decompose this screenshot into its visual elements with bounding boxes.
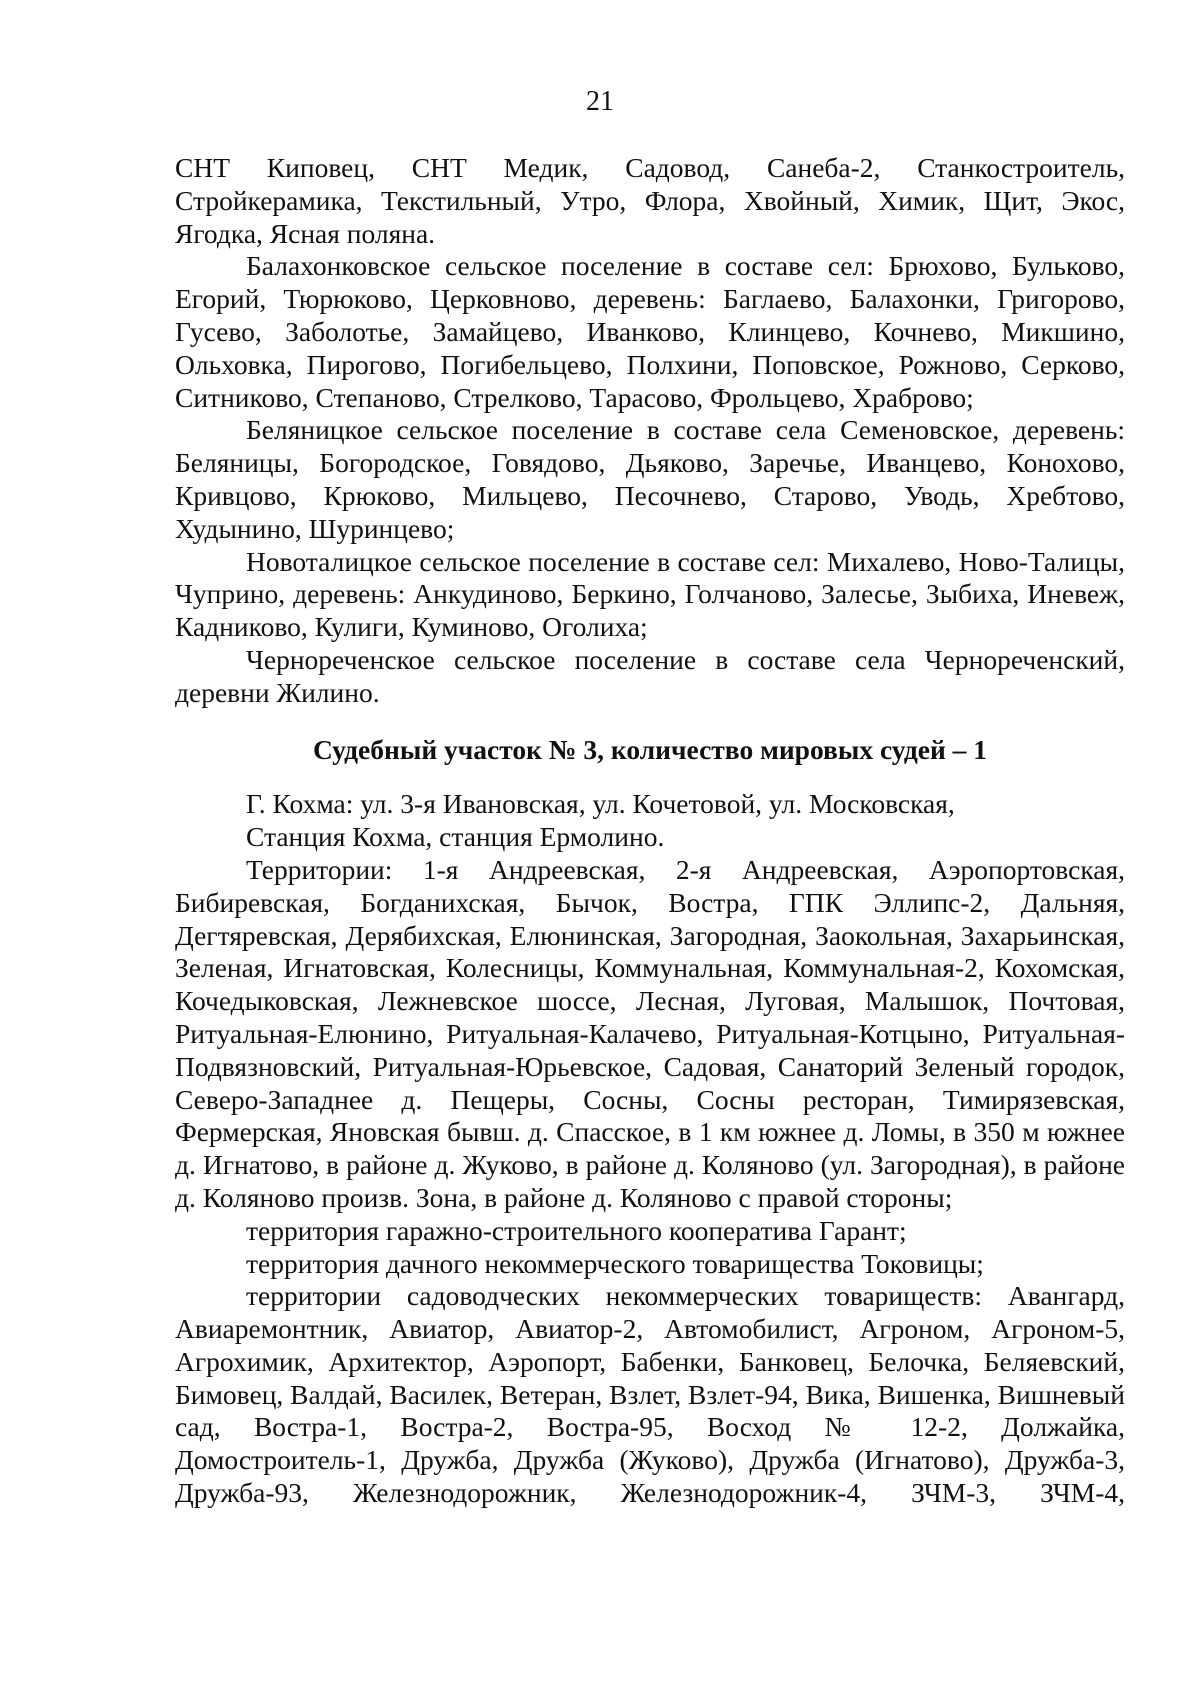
paragraph: Чернореченское сельское поселение в составе села Чернореченский, деревни Жилино. (175, 643, 1125, 708)
paragraph: СНТ Киповец, СНТ Медик, Садовод, Санеба-2, Станкостроитель, Стройкерамика, Текстильный, Утро, Флора, Хвойный, Химик, Щит, Экос, Ягодка, Ясная поляна. (175, 152, 1125, 249)
paragraph: Станция Кохма, станция Ермолино. (246, 821, 665, 853)
paragraph-group-top (175, 152, 1125, 710)
paragraph: Беляницкое сельское поселение в составе села Семеновское, деревень: Беляницы, Богородское, Говядово, Дьяково, Заречье, Иванцево, Конохово, Кривцово, Крюково, Мильцево, Песочнево, Старово, Уводь, Хребтово, Худынино, Шуринцево; (175, 414, 1125, 544)
paragraph: Балахонковское сельское поселение в составе сел: Брюхово, Бульково, Егорий, Тюрюково, Церковново, деревень: Баглаево, Балахонки, Григорово, Гусево, Заболотье, Замайцево, Иванково, Клинцево, Кочнево, Микшино, Ольховка, Пирогово, Погибельцево, Полхини, Поповское, Рожново, Серково, Ситниково, Степаново, Стрелково, Тарасово, Фрольцево, Храброво; (175, 250, 1125, 413)
paragraph: территории садоводческих некоммерческих товариществ: Авангард, Авиаремонтник, Авиатор, Авиатор-2, Автомобилист, Агроном, Агроном-5, Агрохимик, Архитектор, Аэропорт, Бабенки, Банковец, Белочка, Беляевский, Бимовец, Валдай, Василек, Ветеран, Взлет, Взлет-94, Вика, Вишенка, Вишневый сад, Востра-1, Востра-2, Востра-95, Восход № 12-2, Должайка, Домостроитель-1, Дружба, Дружба (Жуково), Дружба (Игнатово), Дружба-3, Дружба-93, Железнодорожник, Железнодорожник-4, ЗЧМ-3, ЗЧМ-4, (175, 1280, 1125, 1509)
paragraph: Г. Кохма: ул. 3-я Ивановская, ул. Кочетовой, ул. Московская, (246, 788, 955, 820)
paragraph: территория дачного некоммерческого товарищества Токовицы; (246, 1247, 984, 1279)
document-body (175, 152, 1125, 1510)
paragraph-group-bottom (175, 788, 1125, 1510)
paragraph: Новоталицкое сельское поселение в составе сел: Михалево, Ново-Талицы, Чуприно, деревень: Анкудиново, Беркино, Голчаново, Залесье, Зыбиха, Иневеж, Кадниково, Кулиги, Куминово, Оголиха; (175, 545, 1125, 643)
paragraph: Территории: 1-я Андреевская, 2-я Андреевская, Аэропортовская, Бибиревская, Богданихская, Бычок, Востра, ГПК Эллипс-2, Дальняя, Дегтяревская, Дерябихская, Елюнинская, Загородная, Заокольная, Захарьинская, Зеленая, Игнатовская, Колесницы, Коммунальная, Коммунальная-2, Кохомская, Кочедыковская, Лежневское шоссе, Лесная, Луговая, Малышок, Почтовая, Ритуальная-Елюнино, Ритуальная-Калачево, Ритуальная-Котцыно, Ритуальная-Подвязновский, Ритуальная-Юрьевское, Садовая, Санаторий Зеленый городок, Северо-Западнее д. Пещеры, Сосны, Сосны ресторан, Тимирязевская, Фермерская, Яновская бывш. д. Спасское, в 1 км южнее д. Ломы, в 350 м южнее д. Игнатово, в районе д. Жуково, в районе д. Коляново (ул. Загородная), в районе д. Коляново произв. Зона, в районе д. Коляново с правой стороны; (175, 853, 1125, 1213)
section-heading: Судебный участок № 3, количество мировых судей – 1 (312, 733, 988, 765)
paragraph: территория гаражно-строительного кооператива Гарант; (246, 1214, 907, 1246)
page-number: 21 (586, 86, 614, 117)
